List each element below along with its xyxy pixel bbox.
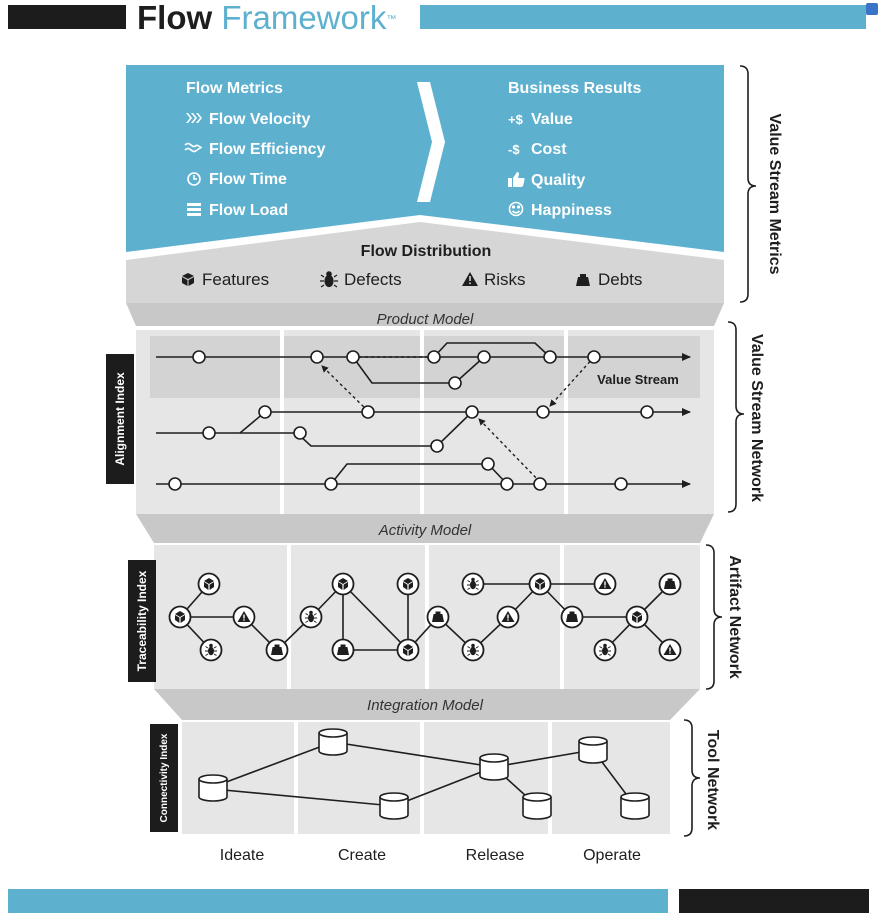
database-icon: [480, 754, 508, 780]
flow-velocity-label: Flow Velocity: [209, 111, 311, 128]
value-stream-metrics-label: Value Stream Metrics: [766, 113, 783, 275]
stream-node: [478, 351, 490, 363]
stage-operate: Operate: [583, 847, 641, 864]
stream-node: [347, 351, 359, 363]
database-icon: [621, 793, 649, 819]
stream-node: [193, 351, 205, 363]
activity-model-label: Activity Model: [378, 522, 472, 539]
debt-node-icon: [660, 574, 681, 595]
trademark-mark: ™: [386, 14, 397, 25]
database-icon: [199, 775, 227, 801]
stream-node: [311, 351, 323, 363]
stream-node: [428, 351, 440, 363]
cost-label: Cost: [531, 141, 567, 158]
artifact-network-label: Artifact Network: [726, 555, 743, 679]
debt-node-icon: [562, 607, 583, 628]
flow-time-label: Flow Time: [209, 171, 287, 188]
stream-node: [449, 377, 461, 389]
value-stream-network-label: Value Stream Network: [748, 333, 765, 503]
flow-efficiency-label: Flow Efficiency: [209, 141, 326, 158]
value-label: Value: [531, 111, 573, 128]
minus-dollar-icon: -$: [508, 142, 520, 157]
stream-node: [169, 478, 181, 490]
stage-release: Release: [465, 847, 525, 864]
connectivity-index-label: Connectivity Index: [159, 733, 170, 823]
features-label: Features: [202, 270, 270, 289]
debt-node-icon: [333, 640, 354, 661]
stage-create: Create: [337, 847, 387, 864]
feature-node-icon: [530, 574, 551, 595]
business-results-title: Business Results: [508, 80, 642, 97]
feature-node-icon: [333, 574, 354, 595]
plus-dollar-icon: +$: [508, 112, 523, 127]
stream-node: [466, 406, 478, 418]
defect-node-icon: [463, 574, 484, 595]
feature-node-icon: [199, 574, 220, 595]
feature-node-icon: [170, 607, 191, 628]
stream-node: [501, 478, 513, 490]
stream-node: [203, 427, 215, 439]
defect-node-icon: [201, 640, 222, 661]
title-light: Framework: [221, 0, 387, 36]
stream-node: [259, 406, 271, 418]
tool-network-label: Tool Network: [704, 729, 721, 831]
database-icon: [579, 737, 607, 763]
stream-node: [534, 478, 546, 490]
feature-node-icon: [398, 640, 419, 661]
database-icon: [319, 729, 347, 755]
stream-node: [615, 478, 627, 490]
alignment-index-label: Alignment Index: [113, 372, 127, 466]
load-icon: [187, 203, 201, 216]
stream-node: [325, 478, 337, 490]
stream-node: [588, 351, 600, 363]
feature-node-icon: [627, 607, 648, 628]
stream-node: [362, 406, 374, 418]
value-stream-highlight: [150, 336, 700, 398]
database-icon: [523, 793, 551, 819]
debt-node-icon: [428, 607, 449, 628]
integration-model-label: Integration Model: [367, 697, 483, 714]
stream-node: [482, 458, 494, 470]
defect-node-icon: [301, 607, 322, 628]
stage-ideate: Ideate: [219, 847, 265, 864]
footer-blue-bar: [8, 889, 668, 913]
flow-load-label: Flow Load: [209, 202, 289, 219]
debts-label: Debts: [598, 270, 643, 289]
risk-node-icon: [595, 574, 616, 595]
stream-node: [537, 406, 549, 418]
defects-label: Defects: [344, 270, 402, 289]
defect-node-icon: [463, 640, 484, 661]
risk-node-icon: [234, 607, 255, 628]
database-icon: [380, 793, 408, 819]
product-model-label: Product Model: [376, 311, 474, 328]
risk-node-icon: [660, 640, 681, 661]
happiness-label: Happiness: [531, 202, 612, 219]
debt-node-icon: [267, 640, 288, 661]
flow-metrics-title: Flow Metrics: [186, 80, 283, 97]
defect-node-icon: [595, 640, 616, 661]
title-bold: Flow: [137, 0, 213, 36]
traceability-index-label: Traceability Index: [135, 570, 149, 672]
value-stream-label: Value Stream: [597, 372, 679, 387]
feature-node-icon: [398, 574, 419, 595]
stream-node: [431, 440, 443, 452]
flow-distribution-title: Flow Distribution: [360, 243, 492, 260]
stream-node: [641, 406, 653, 418]
risks-label: Risks: [484, 270, 526, 289]
risk-node-icon: [498, 607, 519, 628]
stream-node: [544, 351, 556, 363]
quality-label: Quality: [531, 172, 586, 189]
footer-black-bar: [679, 889, 869, 913]
stream-node: [294, 427, 306, 439]
